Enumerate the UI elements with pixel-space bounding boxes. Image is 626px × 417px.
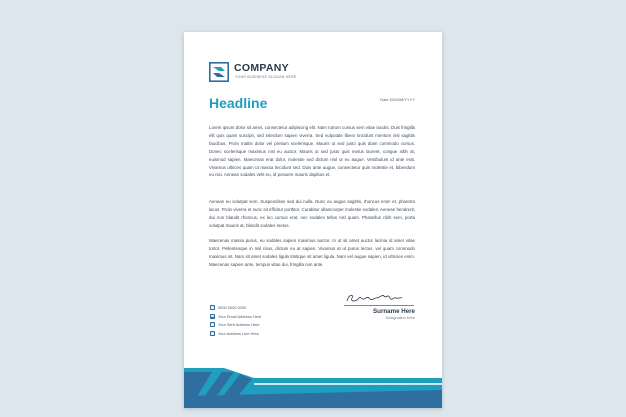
contact-phone: [210, 303, 261, 312]
contact-address-text: Your Address Line Here: [218, 330, 259, 336]
company-name: COMPANY: [234, 62, 289, 74]
location-icon: [210, 331, 215, 336]
body-paragraph-1: Lorem ipsum dolor sit amet, consectetur adipiscing elit. Nam rutrum cursus sem vitae iaculis. Duis fringilla elit quis quam suscipit, sed interdum sapien viverra. Sed vulputate libero tincidunt mentum nisl sagittis faucibus. Proin mattis dolor vel pretium scelerisque. Mauris ut sed justo quis diam commodo cursus. Donec scelerisque maximus nisl eu auctor. Mauris ut sed justo quis metus laoreet, congue nibh at, euismod sapien. Maecenas erat dolor, molestie sed dictum nisl ut eu augue. Vestibulum id ante erat. Vivamus ultrices quam ut massa tincidunt sed. Duis ante augue, consectetur quis molestie et, bibendum eu nisi. Aenean sodales velit eu, id posuere mauris dapibus et.: [209, 125, 415, 178]
web-icon: [210, 322, 215, 327]
contact-email-text: Your Email Address Here: [218, 313, 262, 319]
contact-address: [210, 329, 261, 338]
contact-web: [210, 320, 261, 329]
company-logo: [209, 62, 229, 82]
email-icon: [210, 314, 215, 319]
date-field: Date DD/MM/YYYY: [380, 97, 415, 102]
signature-icon: [344, 290, 404, 306]
contact-email: [210, 312, 261, 321]
signatory-name: Surname Here: [373, 308, 415, 315]
company-slogan: YOUR BUSINESS SLOGAN HERE: [235, 75, 297, 79]
signatory-designation: Designation Here: [385, 316, 415, 320]
body-paragraph-2: Aenean eu volutpat sem. Suspendisse sed dui nulla. Nunc eu augue sagittis, rhoncus enim et, pharetra lacus. Proin viverra et nunc sit efficitur porttitor. Curabitur ullamcorper molestie sodales. Aenean hendrerit, dui non blandit rhoncus, ex leo cursus erat, nec sodales tellus nisl quam. Phasellus nibh sem, porta volutpat mauris at, blandit sodales metus.: [209, 199, 415, 228]
phone-icon: [210, 305, 215, 310]
headline: Headline: [209, 95, 268, 111]
signature-line: [344, 305, 414, 306]
contact-phone-text: 0000 0000 0000: [218, 304, 247, 310]
footer-decoration: [184, 346, 442, 408]
letterhead-page: [184, 32, 442, 408]
contact-list: [210, 303, 261, 338]
contact-web-text: Your Web Address Here: [218, 322, 260, 328]
body-paragraph-3: Maecenas massa purus, eu sodales sapien maximus auctor. In ut sit amet auctor lacinia id amet vitae tortor. Pellentesque in nisl risus, dictum eu at sapien. Vivamus at ut purus lectus, vel quam commodo maximus sit. Nam sit amet sodales ligula tristique sit amet ligula. Nam vel augue sapien, id ultricies enim. Maecenas sapien ante, tempus vitae dui, fringilla non ante.: [209, 238, 415, 267]
